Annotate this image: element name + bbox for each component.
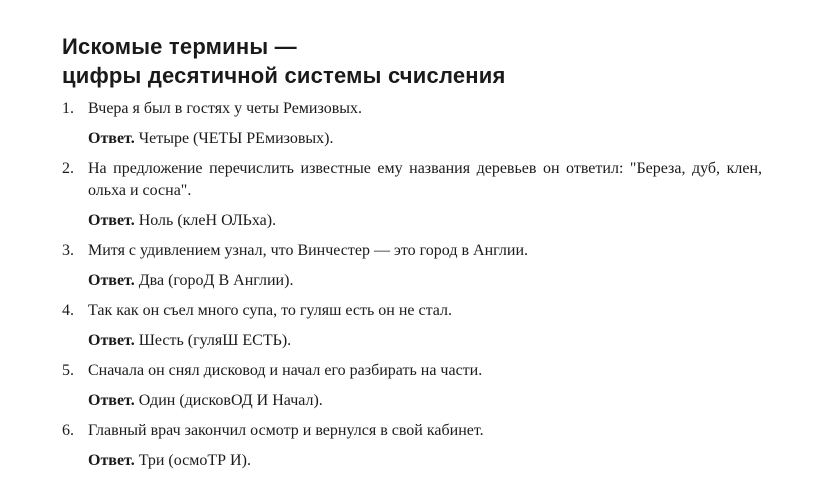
problem-question: Вчера я был в гостях у четы Ремизовых. [88, 100, 363, 117]
answer-text: Два (гороД В Англии). [138, 272, 294, 289]
problem-item [62, 98, 762, 150]
answer-label: Ответ. [88, 452, 135, 469]
problem-answer [88, 128, 762, 150]
problem-question: На предложение перечислить известные ему названия деревьев он ответил: "Береза, дуб, клен, ольха и сосна". [88, 160, 762, 199]
answer-label: Ответ. [88, 130, 135, 147]
answer-label: Ответ. [88, 212, 135, 229]
answer-text: Четыре (ЧЕТЫ РЕмизовых). [138, 130, 334, 147]
answer-label: Ответ. [88, 332, 135, 349]
problem-list [62, 98, 762, 480]
heading-line-2: цифры десятичной системы счисления [62, 63, 506, 88]
problem-number: 6. [62, 422, 74, 439]
problem-item [62, 420, 762, 472]
problem-question: Сначала он снял дисковод и начал его разбирать на части. [88, 362, 483, 379]
problem-answer [88, 450, 762, 472]
problem-item [62, 158, 762, 232]
problem-question: Митя с удивлением узнал, что Винчестер — это город в Англии. [88, 242, 529, 259]
problem-number: 2. [62, 160, 74, 177]
problem-item [62, 300, 762, 352]
problem-number: 3. [62, 242, 74, 259]
answer-text: Ноль (клеН ОЛЬха). [138, 212, 277, 229]
answer-text: Шесть (гуляШ ЕСТЬ). [138, 332, 292, 349]
problem-number: 1. [62, 100, 74, 117]
problem-answer [88, 270, 762, 292]
problem-item [62, 240, 762, 292]
answer-label: Ответ. [88, 392, 135, 409]
problem-answer [88, 390, 762, 412]
problem-answer [88, 210, 762, 232]
problem-item [62, 360, 762, 412]
problem-question: Так как он съел много супа, то гуляш есть он не стал. [88, 302, 453, 319]
problem-answer [88, 330, 762, 352]
answer-text: Один (дисковОД И Начал). [138, 392, 323, 409]
answer-text: Три (осмоТР И). [138, 452, 251, 469]
section-heading [62, 32, 506, 90]
problem-number: 4. [62, 302, 74, 319]
problem-number: 5. [62, 362, 74, 379]
heading-line-1: Искомые термины — [62, 34, 297, 59]
problem-question: Главный врач закончил осмотр и вернулся в свой кабинет. [88, 422, 484, 439]
answer-label: Ответ. [88, 272, 135, 289]
